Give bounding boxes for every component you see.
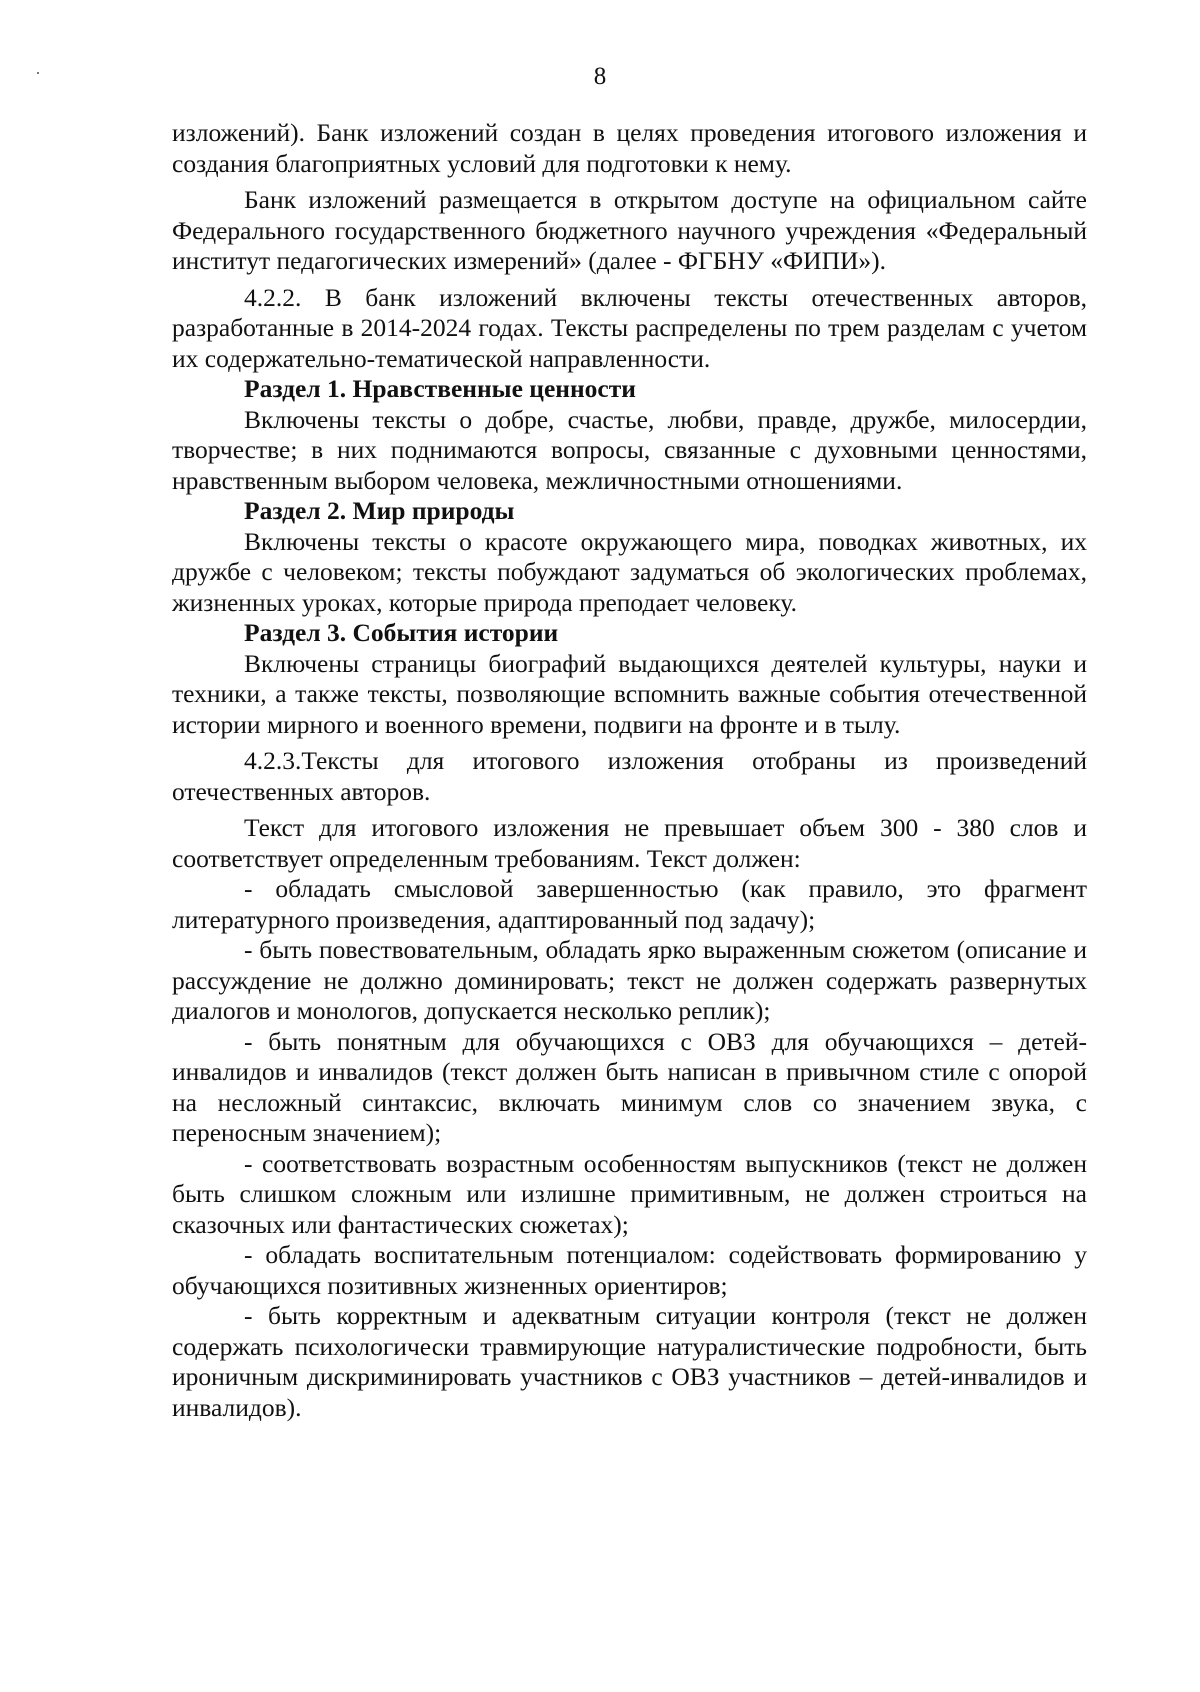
page-content — [172, 118, 1087, 1423]
section-3-text: Включены страницы биографий выдающихся деятелей культуры, науки и техники, а также тексты, позволяющие вспомнить важные события отечественной истории мирного и военного времени, подвиги на фронте и в тылу. — [172, 648, 1087, 739]
requirement-item: - обладать смысловой завершенностью (как правило, это фрагмент литературного произведения, адаптированный под задачу); — [172, 874, 1087, 934]
section-3-heading: Раздел 3. События истории — [244, 618, 559, 647]
requirement-item: - обладать воспитательным потенциалом: содействовать формированию у обучающихся позитивных жизненных ориентиров; — [172, 1240, 1087, 1300]
requirement-item: - соответствовать возрастным особенностям выпускников (текст не должен быть слишком сложным или излишне примитивным, не должен строиться на сказочных или фантастических сюжетах); — [172, 1148, 1087, 1239]
requirement-item: - быть повествовательным, обладать ярко выраженным сюжетом (описание и рассуждение не должно доминировать; текст не должен содержать развернутых диалогов и монологов, допускается несколько реплик); — [172, 935, 1087, 1025]
paragraph-4-2-2: 4.2.2. В банк изложений включены тексты отечественных авторов, разработанные в 2014-2024 годах. Тексты распределены по трем разделам с учетом их содержательно-тематической направленности. — [172, 282, 1087, 373]
paragraph-4-2-3: 4.2.3.Тексты для итогового изложения отобраны из произведений отечественных авторов. — [172, 746, 1087, 806]
paragraph-text-requirements: Текст для итогового изложения не превышает объем 300 - 380 слов и соответствует определенным требованиям. Текст должен: — [172, 813, 1087, 873]
requirement-item: - быть корректным и адекватным ситуации контроля (текст не должен содержать психологически травмирующие натуралистические подробности, быть ироничным дискриминировать участников с ОВЗ участников – детей-инвалидов и инвалидов). — [172, 1301, 1087, 1422]
paragraph-intro-continuation: изложений). Банк изложений создан в целях проведения итогового изложения и создания благоприятных условий для подготовки к нему. — [172, 118, 1087, 178]
paragraph-bank-location: Банк изложений размещается в открытом доступе на официальном сайте Федерального государственного бюджетного научного учреждения «Федеральный институт педагогических измерений» (далее - ФГБНУ «ФИПИ»). — [172, 185, 1087, 275]
requirement-item: - быть понятным для обучающихся с ОВЗ для обучающихся – детей-инвалидов и инвалидов (текст должен быть написан в привычном стиле с опорой на несложный синтаксис, включать минимум слов со значением звука, с переносным значением); — [172, 1026, 1087, 1147]
section-2-text: Включены тексты о красоте окружающего мира, поводках животных, их дружбе с человеком; тексты побуждают задуматься об экологических проблемах, жизненных уроках, которые природа преподает человеку. — [172, 526, 1087, 617]
section-1-heading: Раздел 1. Нравственные ценности — [244, 374, 636, 403]
section-1-text: Включены тексты о добре, счастье, любви, правде, дружбе, милосердии, творчестве; в них поднимаются вопросы, связанные с духовными ценностями, нравственным выбором человека, межличностными отношениями. — [172, 404, 1087, 495]
section-2-heading: Раздел 2. Мир природы — [244, 496, 515, 525]
page-number: 8 — [593, 63, 607, 90]
